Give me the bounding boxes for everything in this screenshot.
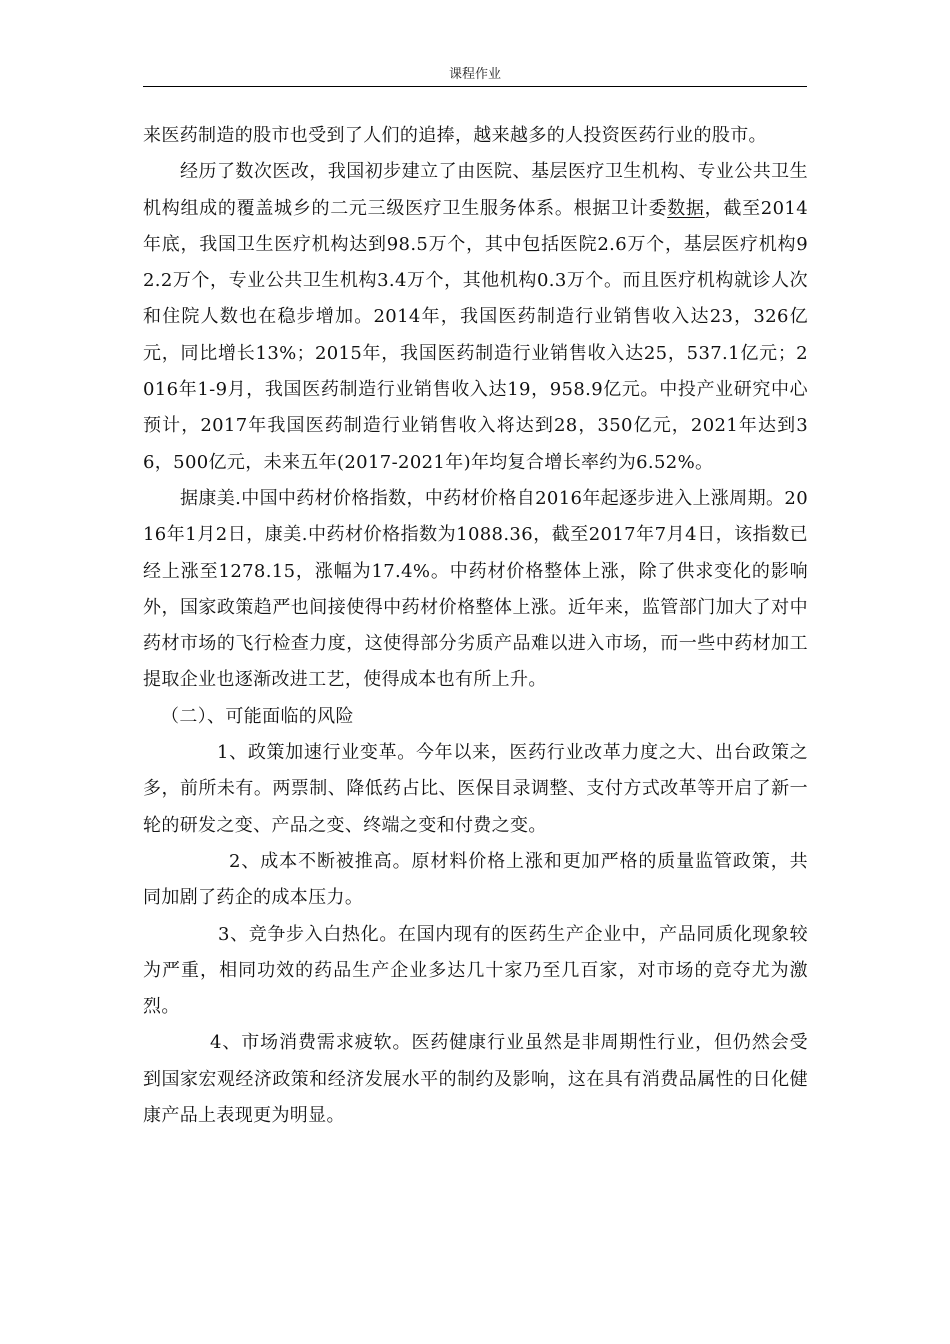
risk-item-competition: 3、竞争步入白热化。在国内现有的医药生产企业中，产品同质化现象较为严重，相同功效的药品生产企业多达几十家乃至几百家，对市场的竞夺尤为激烈。	[143, 923, 808, 1018]
paragraph-healthcare-system	[143, 154, 808, 481]
paragraph-text: 经历了数次医改，我国初步建立了由医院、基层医疗卫生机构、专业公共卫生机构组成的覆盖城乡的二元三级医疗卫生服务体系。根据卫计委	[143, 161, 808, 219]
risk-item-policy: 1、政策加速行业变革。今年以来，医药行业改革力度之大、出台政策之多，前所未有。两票制、降低药占比、医保目录调整、支付方式改革等开启了新一轮的研发之变、产品之变、终端之变和付费之变。	[143, 742, 808, 836]
section-subheading: （二）、可能面临的风险	[161, 705, 354, 727]
risk-item-cost: 2、成本不断被推高。原材料价格上涨和更加严格的质量监管政策，共同加剧了药企的成本压力。	[143, 850, 808, 909]
paragraph-herb-price-index: 据康美.中国中药材价格指数，中药材价格自2016年起逐步进入上涨周期。2016年1月2日，康美.中药材价格指数为1088.36，截至2017年7月4日，该指数已经上涨至1278.15，涨幅为17.4%。中药材价格整体上涨，除了供求变化的影响外，国家政策趋严也间接使得中药材价格整体上涨。近年来，监管部门加大了对中药材市场的飞行检查力度，这使得部分劣质产品难以进入市场，而一些中药材加工提取企业也逐渐改进工艺，使得成本也有所上升。	[143, 487, 808, 691]
paragraph-text: ，截至2014年底，我国卫生医疗机构达到98.5万个，其中包括医院2.6万个，基层医疗机构92.2万个，专业公共卫生机构3.4万个，其他机构0.3万个。而且医疗机构就诊人次和住院人数也在稳步增加。2014年，我国医药制造行业销售收入达23，326亿元，同比增长13%；2015年，我国医药制造行业销售收入达25，537.1亿元；2016年1-9月，我国医药制造行业销售收入达19，958.9亿元。中投产业研究中心预计，2017年我国医药制造行业销售收入将达到28，350亿元，2021年达到36，500亿元，未来五年(2017-2021年)年均复合增长率约为6.52%。	[143, 197, 809, 473]
risk-item-demand: 4、市场消费需求疲软。医药健康行业虽然是非周期性行业，但仍然会受到国家宏观经济政策和经济发展水平的制约及影响，这在具有消费品属性的日化健康产品上表现更为明显。	[143, 1032, 808, 1127]
page-header-title: 课程作业	[448, 67, 501, 82]
paragraph-continuation: 来医药制造的股市也受到了人们的追捧，越来越多的人投资医药行业的股市。	[143, 125, 767, 146]
document-body	[143, 118, 808, 1134]
header-divider	[143, 86, 807, 87]
data-link[interactable]: 数据	[667, 197, 705, 219]
